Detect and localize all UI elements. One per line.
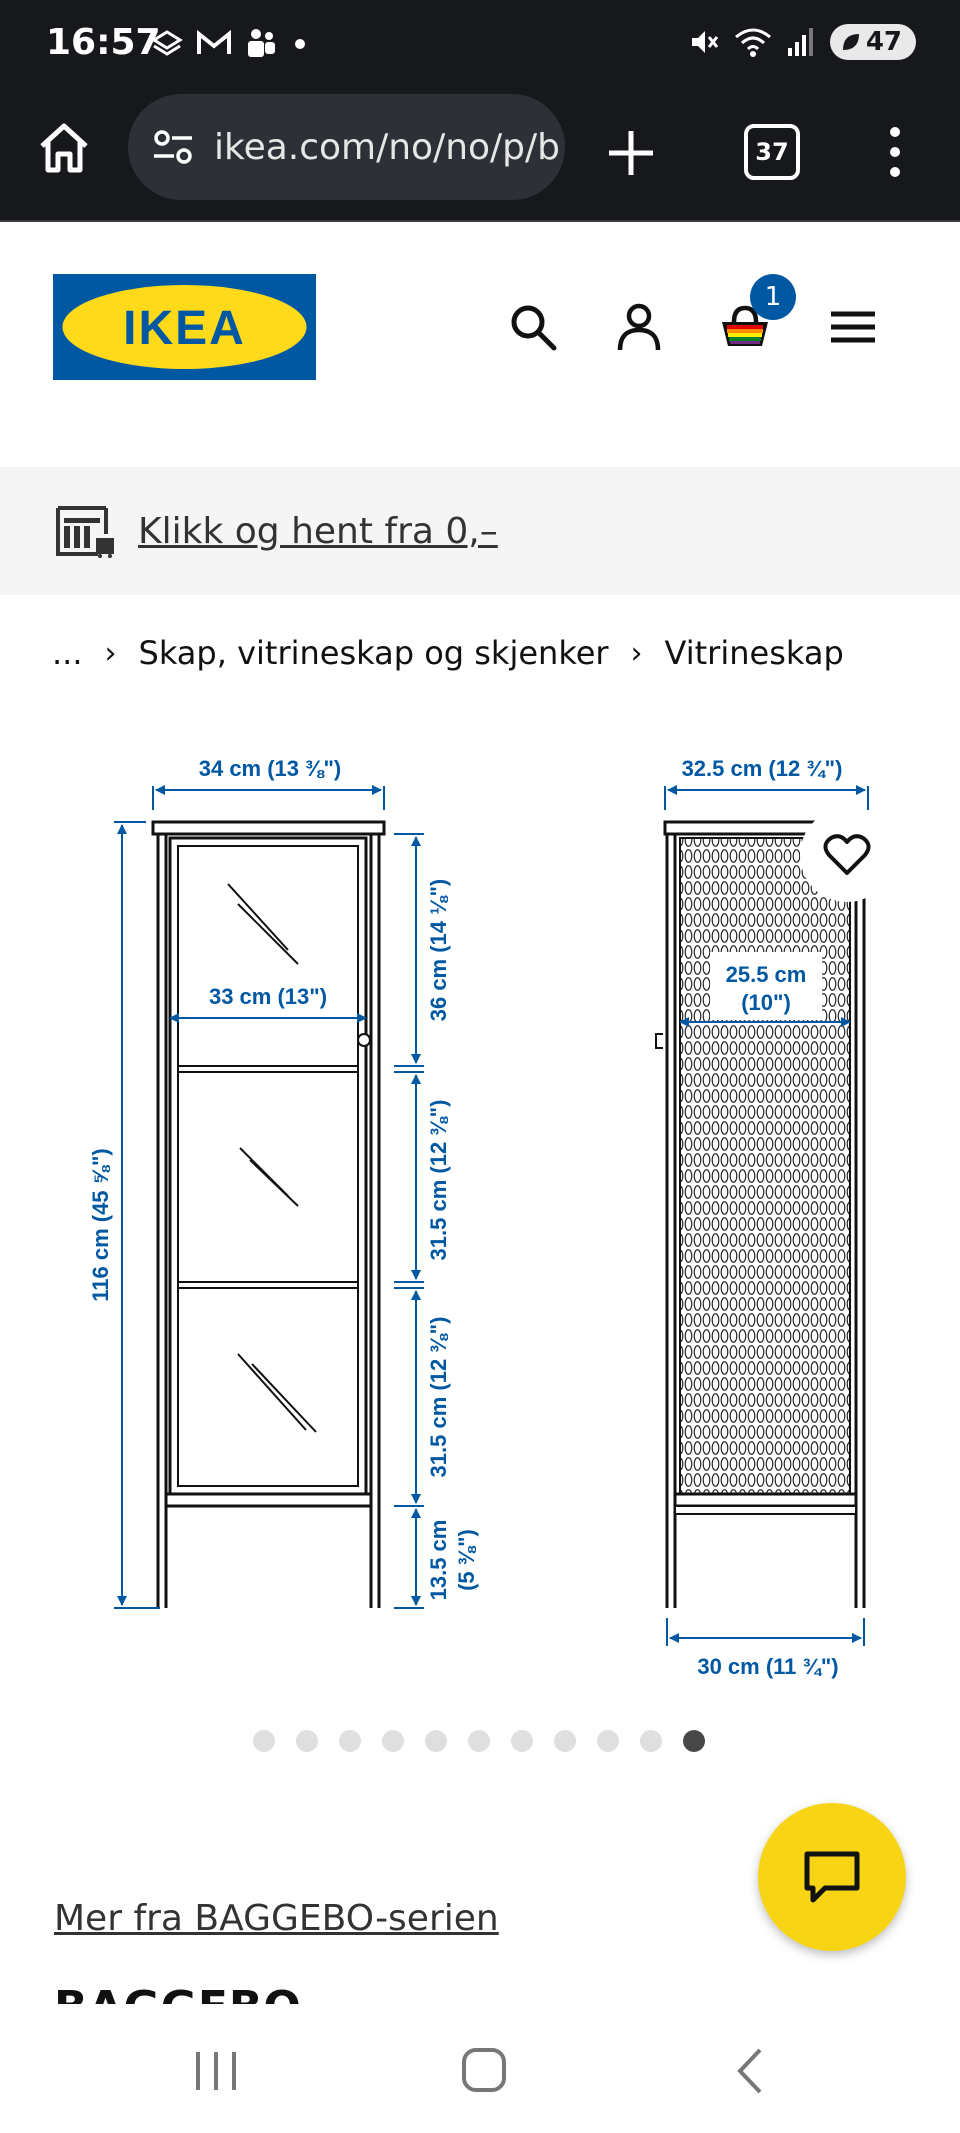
more-menu-icon[interactable]: [880, 122, 910, 182]
gallery-dot[interactable]: [253, 1730, 275, 1752]
chat-icon: [803, 1850, 861, 1904]
leg-height-label: 13.5 cm: [426, 1519, 451, 1601]
shelf-2-height-label: 31.5 cm (12 ⅜"): [426, 1099, 451, 1261]
gmail-icon: [196, 26, 232, 60]
product-title: [54, 1978, 302, 2004]
dot-icon: [290, 26, 310, 60]
breadcrumb-item-cabinets[interactable]: Skap, vitrineskap og skjenker: [138, 634, 609, 672]
bottom-depth-label: 30 cm (11 ¾"): [697, 1654, 839, 1679]
shelf-1-height-label: 36 cm (14 ⅛"): [426, 878, 451, 1022]
breadcrumb: [52, 628, 844, 678]
search-icon[interactable]: [506, 300, 560, 354]
breadcrumb-ellipsis[interactable]: ...: [52, 634, 83, 672]
site-header: [0, 222, 960, 467]
browser-toolbar: [0, 90, 960, 222]
breadcrumb-item-display-cabinets[interactable]: Vitrineskap: [664, 634, 844, 672]
inner-depth-label: 25.5 cm: [725, 962, 807, 987]
system-icons: [688, 24, 916, 60]
battery-level: 47: [865, 27, 902, 57]
chevron-right-icon: ›: [630, 635, 643, 671]
cart-count-badge: 1: [750, 274, 796, 320]
chevron-right-icon: ›: [104, 635, 117, 671]
leg-height-inch-label: (5 ⅜"): [454, 1529, 479, 1591]
url-text[interactable]: ikea.com/no/no/p/b: [214, 126, 561, 168]
account-icon[interactable]: [612, 300, 666, 354]
teams-icon: [244, 26, 278, 60]
recent-apps-icon[interactable]: [186, 2046, 246, 2096]
status-bar: [0, 0, 960, 90]
depth-label: 32.5 cm (12 ¾"): [681, 756, 843, 781]
battery-indicator: [830, 24, 916, 60]
series-link[interactable]: Mer fra BAGGEBO-serien: [54, 1898, 499, 1939]
side-view: [656, 822, 868, 1608]
gallery-dot[interactable]: [511, 1730, 533, 1752]
gallery-dot[interactable]: [339, 1730, 361, 1752]
wifi-icon: [734, 26, 772, 58]
gallery-dot-active[interactable]: [683, 1730, 705, 1752]
promo-bar: [0, 467, 960, 595]
heart-icon: [823, 833, 871, 877]
gallery-pagination: [253, 1730, 705, 1752]
shelf-3-height-label: 31.5 cm (12 ⅜"): [426, 1316, 451, 1478]
gallery-dot[interactable]: [597, 1730, 619, 1752]
inner-depth-inch-label: (10"): [741, 990, 791, 1015]
hamburger-menu-icon[interactable]: [826, 300, 880, 354]
gallery-dot[interactable]: [382, 1730, 404, 1752]
tab-switcher-button[interactable]: 37: [744, 124, 800, 180]
click-and-collect-link[interactable]: Klikk og hent fra 0,–: [138, 510, 498, 552]
gallery-dot[interactable]: [554, 1730, 576, 1752]
status-time: 16:57: [46, 22, 161, 63]
home-nav-icon[interactable]: [454, 2046, 514, 2096]
add-to-favourites-button[interactable]: [800, 808, 894, 902]
system-navigation-bar: [0, 2004, 960, 2133]
inner-width-label: 33 cm (13"): [208, 984, 328, 1009]
mute-icon: [688, 26, 720, 58]
site-settings-icon[interactable]: [150, 124, 196, 170]
store-pickup-icon: [54, 504, 116, 558]
front-view: [153, 822, 384, 1608]
logo-text: IKEA: [123, 302, 246, 355]
gallery-dot[interactable]: [296, 1730, 318, 1752]
gallery-dot[interactable]: [468, 1730, 490, 1752]
width-label: 34 cm (13 ⅜"): [198, 756, 342, 781]
back-icon[interactable]: [722, 2046, 782, 2096]
chat-button[interactable]: [758, 1803, 906, 1951]
signal-icon: [786, 26, 816, 58]
cloud-stack-icon: [150, 26, 184, 60]
address-bar[interactable]: [128, 94, 565, 200]
gallery-dot[interactable]: [640, 1730, 662, 1752]
ikea-logo[interactable]: [53, 274, 316, 380]
total-height-label: 116 cm (45 ⅝"): [88, 1148, 113, 1302]
home-icon[interactable]: [36, 120, 92, 176]
notification-icons: [150, 26, 310, 60]
new-tab-icon[interactable]: [604, 126, 658, 180]
gallery-dot[interactable]: [425, 1730, 447, 1752]
leaf-icon: [840, 31, 862, 53]
